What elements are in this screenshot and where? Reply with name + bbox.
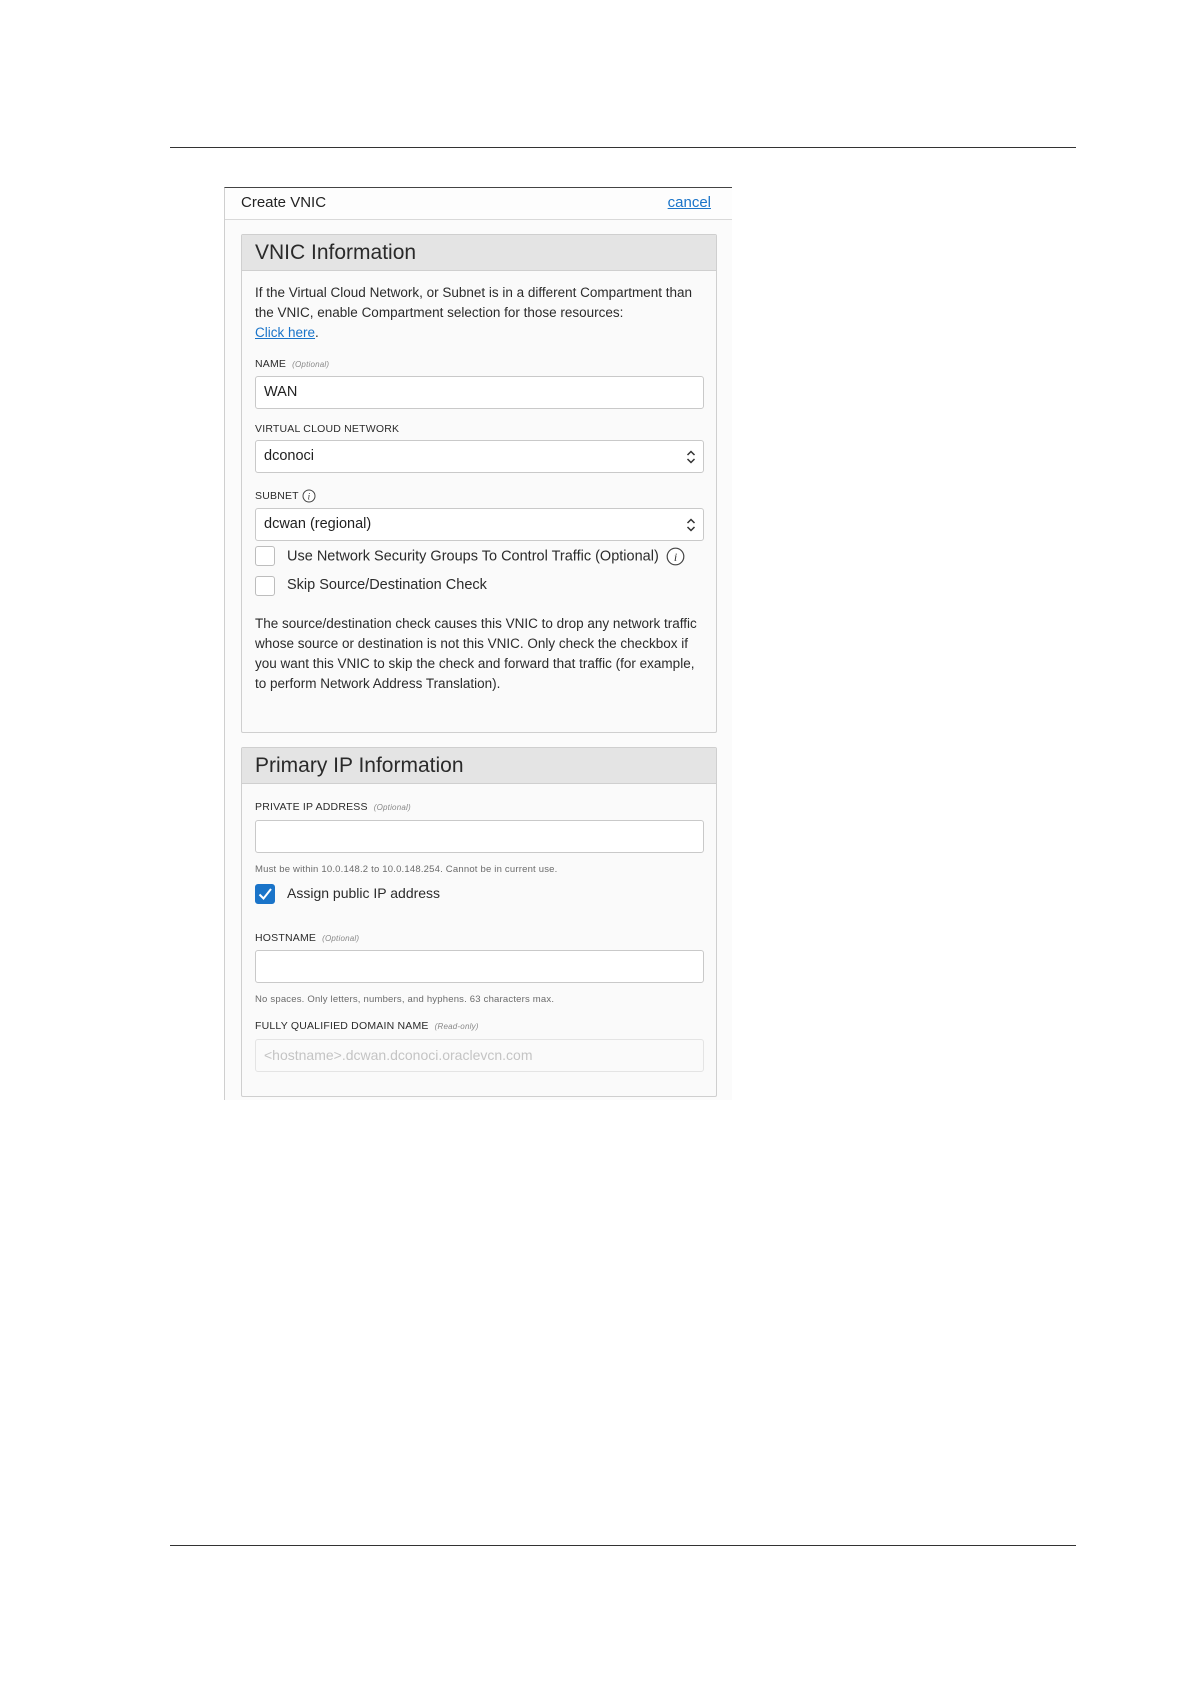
name-input[interactable]: WAN xyxy=(255,376,704,409)
page-top-rule xyxy=(170,147,1076,148)
vcn-select[interactable] xyxy=(255,440,704,473)
create-vnic-panel xyxy=(224,187,732,1100)
subnet-label xyxy=(255,489,316,503)
private-ip-label-text: PRIVATE IP ADDRESS xyxy=(255,801,368,813)
skip-source-dest-checkbox[interactable] xyxy=(255,576,275,596)
subnet-select-value: dcwan (regional) xyxy=(264,516,372,532)
skip-check-description: The source/destination check causes this VNIC to drop any network traffic whose source or destination is not this VNIC. Only check the checkbox if you want this VNIC to skip the check and forward that traffic (for example, to perform Network Address Translation). xyxy=(255,616,697,691)
info-icon[interactable] xyxy=(666,547,685,566)
subnet-select[interactable] xyxy=(255,508,704,541)
compartment-intro xyxy=(255,283,707,343)
info-icon[interactable] xyxy=(302,489,316,503)
private-ip-optional-hint: (Optional) xyxy=(373,803,411,812)
compartment-intro-text: If the Virtual Cloud Network, or Subnet is in a different Compartment than the VNIC, enable Compartment selection for those resources: xyxy=(255,285,692,320)
primary-ip-section xyxy=(241,747,717,1097)
subnet-label-text: SUBNET xyxy=(255,489,299,502)
hostname-input[interactable] xyxy=(255,950,704,983)
assign-public-ip-checkbox[interactable] xyxy=(255,884,275,904)
hostname-label xyxy=(255,932,359,944)
fqdn-label-text: FULLY QUALIFIED DOMAIN NAME xyxy=(255,1020,429,1032)
name-label xyxy=(255,358,329,370)
nsg-checkbox[interactable] xyxy=(255,546,275,566)
page-bottom-rule xyxy=(170,1545,1076,1546)
hostname-optional-hint: (Optional) xyxy=(322,934,360,943)
hostname-help: No spaces. Only letters, numbers, and hyphens. 63 characters max. xyxy=(255,994,555,1005)
intro-period: . xyxy=(315,325,319,340)
svg-text:i: i xyxy=(673,550,677,564)
name-label-text: NAME xyxy=(255,358,287,370)
vnic-information-section xyxy=(241,234,717,733)
fqdn-readonly-hint: (Read-only) xyxy=(434,1022,479,1031)
chevron-updown-icon xyxy=(686,447,696,467)
nsg-checkbox-label xyxy=(287,547,685,566)
panel-header xyxy=(225,188,732,220)
assign-public-ip-label: Assign public IP address xyxy=(287,885,441,901)
primary-ip-section-title: Primary IP Information xyxy=(242,748,716,784)
fqdn-label xyxy=(255,1020,479,1032)
private-ip-input[interactable] xyxy=(255,820,704,853)
nsg-checkbox-label-text: Use Network Security Groups To Control Traffic (Optional) xyxy=(287,548,659,565)
private-ip-label xyxy=(255,801,411,813)
click-here-link[interactable]: Click here xyxy=(255,325,316,340)
hostname-label-text: HOSTNAME xyxy=(255,932,317,944)
checkmark-icon xyxy=(256,885,274,903)
chevron-updown-icon xyxy=(686,515,696,535)
svg-text:i: i xyxy=(307,491,311,502)
vnic-section-title: VNIC Information xyxy=(242,235,716,271)
skip-source-dest-label: Skip Source/Destination Check xyxy=(287,577,487,593)
name-optional-hint: (Optional) xyxy=(292,360,330,369)
panel-title: Create VNIC xyxy=(241,194,327,211)
fqdn-field: <hostname>.dcwan.dconoci.oraclevcn.com xyxy=(255,1039,704,1072)
vcn-label: VIRTUAL CLOUD NETWORK xyxy=(255,423,400,435)
cancel-link[interactable]: cancel xyxy=(667,194,711,211)
vcn-select-value: dconoci xyxy=(264,448,314,464)
private-ip-help: Must be within 10.0.148.2 to 10.0.148.254. Cannot be in current use. xyxy=(255,864,558,875)
